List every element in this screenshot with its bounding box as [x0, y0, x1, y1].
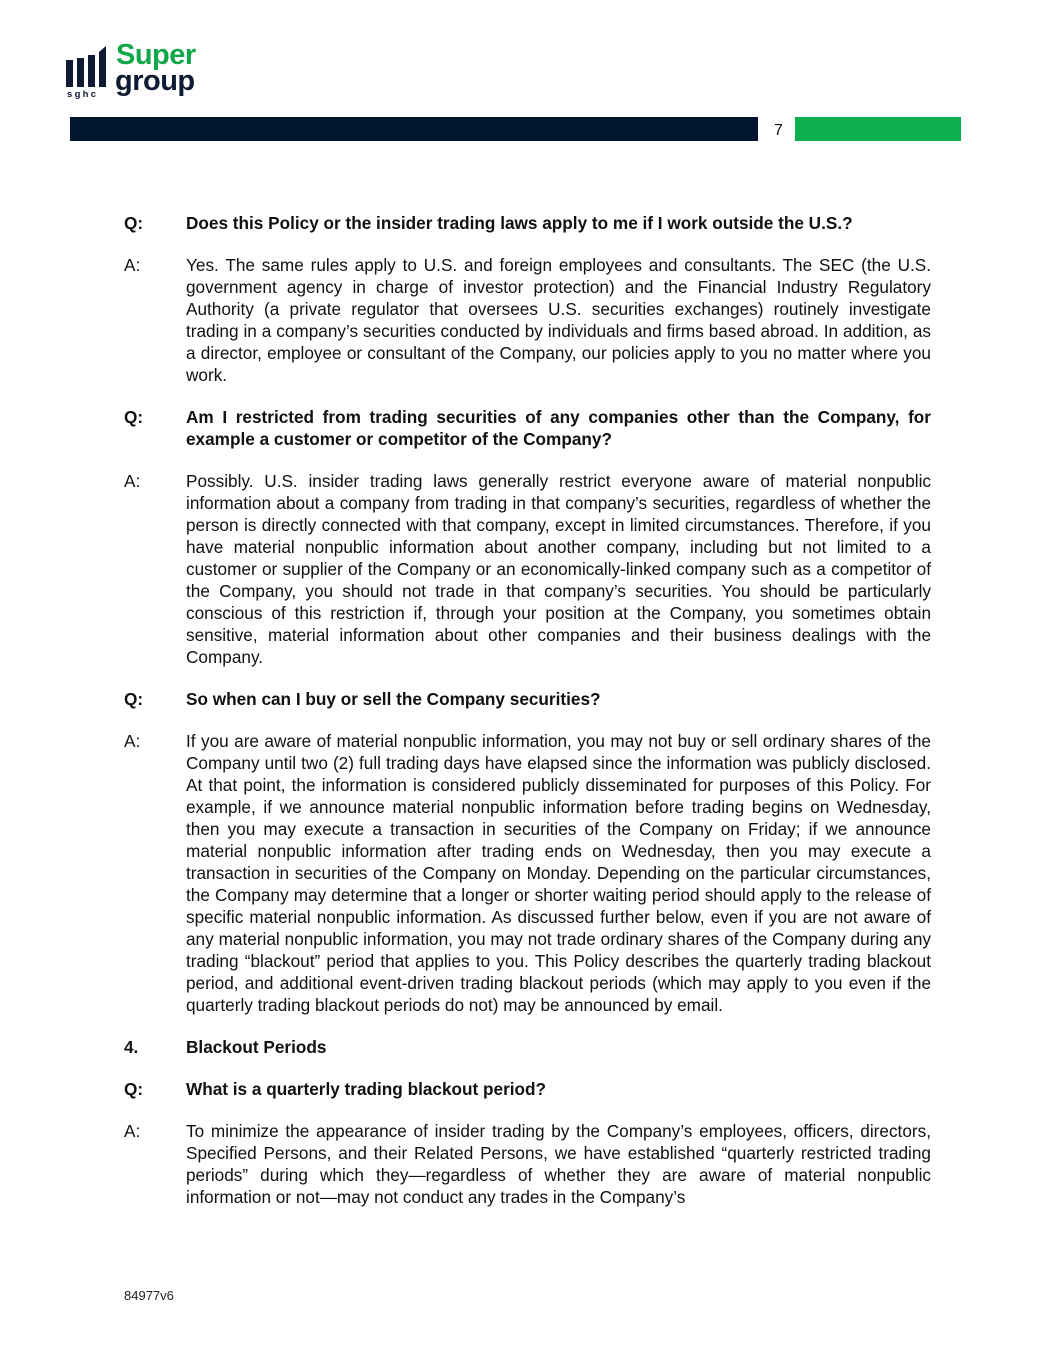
logo-word-super: Super — [116, 39, 196, 71]
question-label: Q: — [124, 689, 144, 709]
question-label: Q: — [124, 1079, 144, 1099]
answer-text: If you are aware of material nonpublic information, you may not buy or sell ordinary shares of the Company until two (2) full trading days have elapsed since the information was publicly disclosed. At that point, the information is considered publicly disseminated for purposes of this Policy. For example, if we announce material nonpublic information before trading begins on Wednesday, then you may execute a transaction in securities of the Company on Friday; if we announce material nonpublic information after trading ends on Wednesday, then you may execute a transaction in securities of the Company on Monday. Depending on the particular circumstances, the Company may determine that a longer or shorter waiting period should apply to the release of specific material nonpublic information. As discussed further below, even if you are not aware of any material nonpublic information, you may not trade ordinary shares of the Company during any trading “blackout” period that applies to you. This Policy describes the quarterly trading blackout period, and additional event-driven trading blackout periods (which may apply to you even if the quarterly trading blackout periods do not) may be announced by email. — [186, 731, 931, 1015]
page-number: 7 — [774, 122, 783, 139]
header-green-bar — [795, 117, 961, 141]
answer-1 — [124, 254, 931, 386]
answer-text: Possibly. U.S. insider trading laws generally restrict everyone aware of material nonpublic information about a company from trading in that company’s securities, regardless of whether the person is directly connected with that company, except in limited circumstances. Therefore, if you have material nonpublic information about another company, including but not limited to a customer or supplier of the Company or an economically-linked company such as a competitor of the Company, you should not trade in that company’s securities. You should be particularly conscious of this restriction if, through your position at the Company, you sometimes obtain sensitive, material information about other companies and their business dealings with the Company. — [186, 471, 931, 667]
sghc-bars-logo-icon — [66, 46, 110, 88]
section-title: Blackout Periods — [186, 1037, 327, 1057]
logo-word-group: group — [115, 65, 195, 97]
answer-3 — [124, 730, 931, 1016]
logo-sghc-text: sghc — [67, 89, 99, 100]
document-body — [124, 212, 931, 1228]
question-label: Q: — [124, 407, 144, 427]
question-1 — [124, 212, 931, 234]
answer-label: A: — [124, 471, 141, 491]
section-number: 4. — [124, 1037, 139, 1057]
company-logo — [66, 39, 206, 104]
question-label: Q: — [124, 213, 144, 233]
question-3 — [124, 688, 931, 710]
question-text: What is a quarterly trading blackout period? — [186, 1079, 547, 1099]
question-text: Does this Policy or the insider trading laws apply to me if I work outside the U.S.? — [186, 213, 853, 233]
section-heading-blackout-periods — [124, 1036, 931, 1058]
answer-label: A: — [124, 1121, 141, 1141]
question-2 — [124, 406, 931, 450]
answer-text: Yes. The same rules apply to U.S. and foreign employees and consultants. The SEC (the U.S. government agency in charge of investor protection) and the Financial Industry Regulatory Authority (a private regulator that oversees U.S. securities exchanges) routinely investigate trading in a company’s securities conducted by individuals and firms based abroad. In addition, as a director, employee or consultant of the Company, our policies apply to you no matter where you work. — [186, 255, 931, 385]
question-text: So when can I buy or sell the Company securities? — [186, 689, 601, 709]
document-id: 84977v6 — [124, 1288, 174, 1303]
header-navy-bar — [70, 117, 758, 141]
question-text: Am I restricted from trading securities of any companies other than the Company, for example a customer or competitor of the Company? — [186, 407, 931, 449]
answer-4 — [124, 1120, 931, 1208]
answer-text: To minimize the appearance of insider trading by the Company’s employees, officers, directors, Specified Persons, and their Related Persons, we have established “quarterly restricted trading periods” during which they—regardless of whether they are aware of material nonpublic information or not—may not conduct any trades in the Company’s — [186, 1121, 931, 1207]
answer-2 — [124, 470, 931, 668]
question-4 — [124, 1078, 931, 1100]
answer-label: A: — [124, 255, 141, 275]
answer-label: A: — [124, 731, 141, 751]
